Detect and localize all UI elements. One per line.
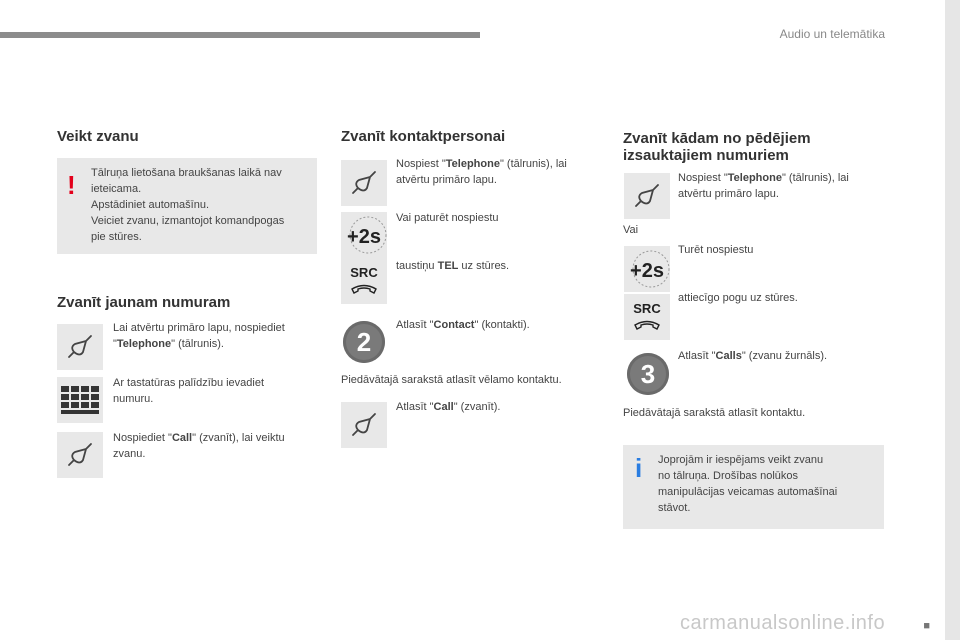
contact-step6: Atlasīt "Call" (zvanīt). <box>396 401 501 413</box>
warning-text: Tālruņa lietošana braukšanas laikā nav ieteicama. Apstādiniet automašīnu. Veiciet zvanu, izmantojot komandpogas pie stūres. <box>91 167 285 243</box>
contact-step3: taustiņu TEL uz stūres. <box>396 260 510 272</box>
call-button-icon <box>341 402 387 448</box>
info-icon: i <box>635 453 643 483</box>
new-number-step1: Lai atvērtu primāro lapu, nospiediet "Telephone" (tālrunis). <box>113 322 285 350</box>
src-button-icon <box>624 294 670 340</box>
or-label: Vai <box>623 224 639 236</box>
info-box <box>623 445 884 529</box>
svg-text:SRC: SRC <box>633 301 661 316</box>
section-title-new-number: Zvanīt jaunam numuram <box>57 294 231 311</box>
section-title-call-contact: Zvanīt kontaktpersonai <box>341 128 506 145</box>
svg-text:+2s: +2s <box>347 226 381 248</box>
watermark: carmanualsonline.info <box>680 612 886 634</box>
svg-text:SRC: SRC <box>350 265 378 280</box>
step-number-3: 3 <box>627 353 669 395</box>
step-number-2: 2 <box>343 321 385 363</box>
svg-text:+2s: +2s <box>630 260 664 282</box>
new-number-step2: Ar tastatūras palīdzību ievadiet numuru. <box>113 377 265 405</box>
page-edge-tab <box>945 0 960 640</box>
new-number-step3: Nospiediet "Call" (zvanīt), lai veiktu zvanu. <box>113 432 285 460</box>
recent-step4: Atlasīt "Calls" (zvanu žurnāls). <box>678 350 828 362</box>
hold-2s-icon <box>624 246 670 292</box>
section-title-make-call: Veikt zvanu <box>57 128 139 145</box>
recent-step5: Piedāvātajā sarakstā atlasīt kontaktu. <box>623 407 806 419</box>
warning-icon: ! <box>67 170 76 200</box>
recent-step3: attiecīgo pogu uz stūres. <box>678 292 798 304</box>
src-button-icon <box>341 258 387 304</box>
section-title-recent-calls: Zvanīt kādam no pēdējiem izsauktajiem numuriem <box>623 130 811 164</box>
call-button-icon <box>57 432 103 478</box>
hold-2s-icon <box>341 212 387 258</box>
telephone-button-icon <box>57 324 103 370</box>
telephone-button-icon <box>624 173 670 219</box>
page-marker: ■ <box>923 620 930 632</box>
contact-step2: Vai paturēt nospiestu <box>396 212 499 224</box>
keypad-icon <box>57 377 103 423</box>
info-text: Joprojām ir iespējams veikt zvanu no tālruņa. Drošības nolūkos manipulācijas veicamas automašīnai stāvot. <box>658 454 838 514</box>
telephone-button-icon <box>341 160 387 206</box>
warning-box <box>57 158 317 254</box>
header-bar <box>0 32 480 38</box>
contact-step4: Atlasīt "Contact" (kontakti). <box>396 319 530 331</box>
recent-step2: Turēt nospiestu <box>678 244 754 256</box>
contact-step1: Nospiest "Telephone" (tālrunis), lai atvērtu primāro lapu. <box>396 158 567 186</box>
contact-step5: Piedāvātajā sarakstā atlasīt vēlamo kontaktu. <box>341 374 562 386</box>
recent-step1: Nospiest "Telephone" (tālrunis), lai atvērtu primāro lapu. <box>678 172 849 200</box>
section-header: Audio un telemātika <box>779 27 885 41</box>
